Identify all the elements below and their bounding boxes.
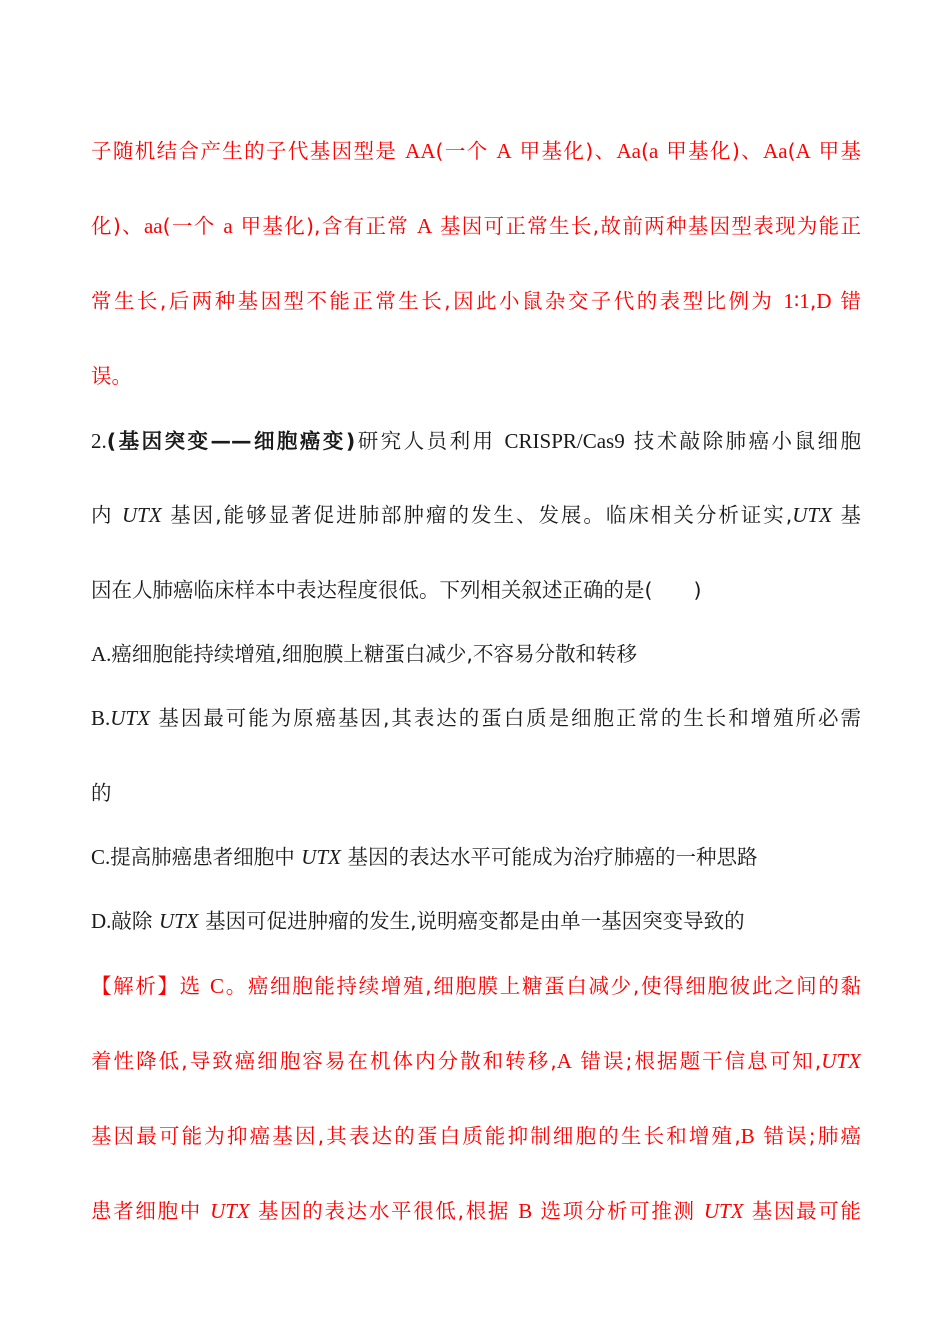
question-2-stem-line-3: 因在人肺癌临床样本中表达程度很低。下列相关叙述正确的是( )	[91, 578, 702, 602]
explanation-line-1: 子随机结合产生的子代基因型是 AA(一个 A 甲基化)、Aa(a 甲基化)、Aa(A 甲基	[91, 139, 861, 163]
analysis-line-3: 基因最可能为抑癌基因,其表达的蛋白质能抑制细胞的生长和增殖,B 错误;肺癌	[91, 1124, 861, 1148]
explanation-line-4: 误。	[91, 364, 132, 388]
option-a: A.癌细胞能持续增殖,细胞膜上糖蛋白减少,不容易分散和转移	[91, 642, 637, 666]
explanation-line-3: 常生长,后两种基因型不能正常生长,因此小鼠杂交子代的表型比例为 1∶1,D 错	[91, 289, 861, 313]
explanation-line-2: 化)、aa(一个 a 甲基化),含有正常 A 基因可正常生长,故前两种基因型表现为能正	[91, 214, 861, 238]
analysis-line-2: 着性降低,导致癌细胞容易在机体内分散和转移,A 错误;根据题干信息可知,UTX	[91, 1049, 861, 1073]
option-c: C.提高肺癌患者细胞中 UTX 基因的表达水平可能成为治疗肺癌的一种思路	[91, 845, 758, 869]
question-topic-tag: (基因突变——细胞癌变)	[106, 429, 356, 453]
analysis-line-4: 患者细胞中 UTX 基因的表达水平很低,根据 B 选项分析可推测 UTX 基因最可能	[91, 1199, 861, 1223]
analysis-line-1: 【解析】选 C。癌细胞能持续增殖,细胞膜上糖蛋白减少,使得细胞彼此之间的黏	[91, 974, 861, 998]
question-2-stem-line-1: 2.(基因突变——细胞癌变)研究人员利用 CRISPR/Cas9 技术敲除肺癌小鼠细胞	[91, 429, 861, 453]
option-b-continued: 的	[91, 781, 112, 805]
question-2-stem-line-2: 内 UTX 基因,能够显著促进肺部肿瘤的发生、发展。临床相关分析证实,UTX 基	[91, 503, 861, 527]
question-number: 2.	[91, 429, 107, 453]
option-b: B.UTX 基因最可能为原癌基因,其表达的蛋白质是细胞正常的生长和增殖所必需	[91, 706, 861, 730]
option-d: D.敲除 UTX 基因可促进肿瘤的发生,说明癌变都是由单一基因突变导致的	[91, 909, 745, 933]
